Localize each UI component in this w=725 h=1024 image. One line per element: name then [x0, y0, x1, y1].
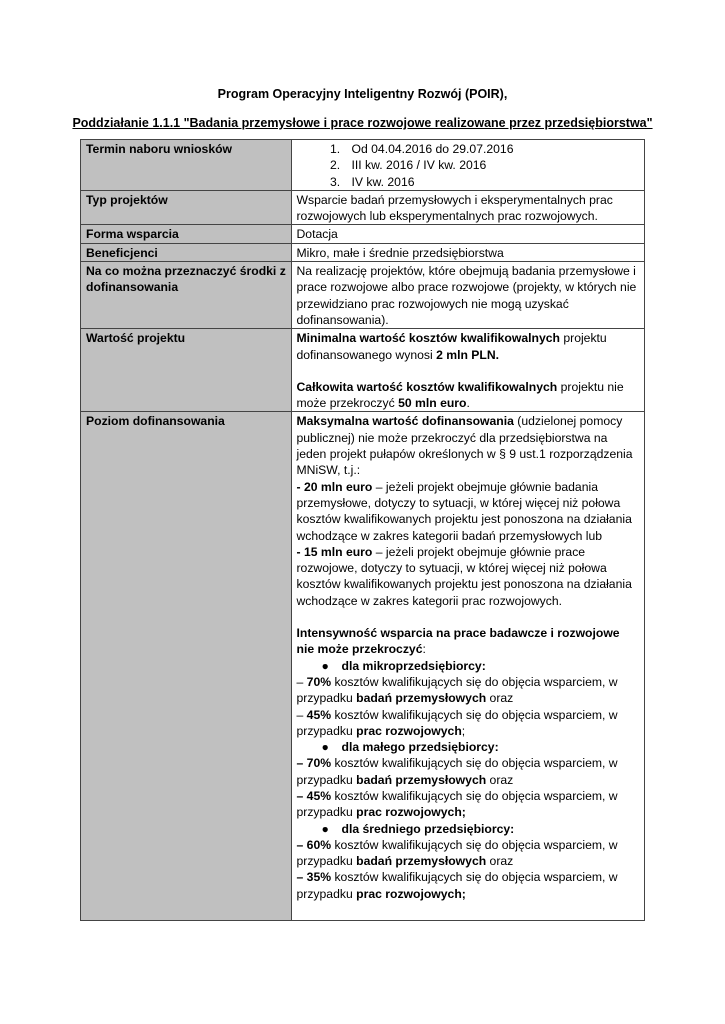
row-label-przeznaczenie: Na co można przeznaczyć środki z dofinansowania: [81, 262, 292, 329]
min-cost-amount: 2 mln PLN.: [436, 347, 500, 362]
total-cost-amount: 50 mln euro: [398, 396, 467, 411]
row-value-wartosc: [291, 329, 645, 412]
bullet-icon: ●: [321, 658, 329, 673]
sredni-line-1: [297, 837, 641, 870]
text: kosztów kwalifikujących się do objęcia wsparciem, w przypadku: [296, 870, 618, 901]
row-label-termin: Termin naboru wniosków: [81, 140, 292, 191]
table-row: [81, 412, 645, 921]
text: projektu dofinansowanego wynosi: [296, 331, 607, 362]
termin-list: [297, 141, 641, 190]
table-row: [81, 262, 645, 329]
percent: – 35%: [296, 870, 332, 885]
list-item: 3. IV kw. 2016: [344, 174, 641, 190]
maly-line-2: [297, 788, 641, 821]
text: prac rozwojowych: [356, 723, 462, 738]
text: oraz: [486, 854, 514, 869]
total-cost-label: Całkowita wartość kosztów kwalifikowalnych: [296, 379, 558, 394]
limit-15mln: - 15 mln euro: [296, 544, 373, 559]
text: kosztów kwalifikujących się do objęcia wsparciem, w przypadku: [296, 788, 618, 820]
row-label-wartosc: Wartość projektu: [81, 329, 292, 412]
row-label-forma: Forma wsparcia: [81, 225, 292, 243]
percent: – 45%: [296, 788, 332, 803]
percent: 45%: [306, 707, 332, 722]
bullet-label: dla średniego przedsiębiorcy:: [341, 821, 515, 836]
list-item: 1. Od 04.04.2016 do 29.07.2016: [344, 141, 641, 157]
text: –: [296, 707, 307, 722]
row-value-przeznaczenie: Na realizację projektów, które obejmują badania przemysłowe i prace rozwojowe albo prace rozwojowe (projekty, w których nie przewidziano prac rozwojowych nie mogą uzyskać dofinansowania).: [291, 262, 645, 329]
text: badań przemysłowych: [356, 854, 487, 869]
text: prac rozwojowych;: [356, 805, 466, 820]
row-value-forma: Dotacja: [291, 225, 645, 243]
text: oraz: [486, 691, 514, 706]
bullet-mikro: [297, 658, 641, 674]
text: – jeżeli projekt obejmuje głównie badania przemysłowe, dotyczy to sytuacji, w której więcej niż połowa kosztów kwalifikowanych projektu jest ponoszona na działania wchodzące w zakres kategorii badań przemysłowych lub: [296, 479, 632, 543]
row-label-poziom: Poziom dofinansowania: [81, 412, 292, 921]
program-info-table: [80, 139, 645, 921]
text: kosztów kwalifikujących się do objęcia wsparciem, w przypadku: [296, 674, 618, 706]
row-value-termin: [291, 140, 645, 191]
min-cost-label: Minimalna wartość kosztów kwalifikowalnych: [296, 331, 560, 346]
text: oraz: [486, 772, 514, 787]
table-row: [81, 243, 645, 261]
text: – jeżeli projekt obejmuje głównie prace rozwojowe, dotyczy to sytuacji, w której więcej niż połowa kosztów kwalifikowanych projektu jest ponoszona na działania wchodzące w zakres kategorii prac rozwojowych.: [296, 544, 632, 608]
row-label-beneficjenci: Beneficjenci: [81, 243, 292, 261]
sredni-line-2: [297, 869, 641, 902]
table-row: [81, 140, 645, 191]
document-subtitle: Poddziałanie 1.1.1 "Badania przemysłowe i prace rozwojowe realizowane przez przedsiębiorstwa": [72, 116, 653, 130]
text: :: [422, 642, 426, 657]
max-funding-label: Maksymalna wartość dofinansowania: [296, 414, 514, 429]
row-value-beneficjenci: Mikro, małe i średnie przedsiębiorstwa: [291, 243, 645, 261]
mikro-line-2: [297, 707, 641, 740]
bullet-icon: ●: [321, 821, 329, 836]
text: kosztów kwalifikujących się do objęcia wsparciem, w przypadku: [296, 707, 618, 738]
bullet-maly: [297, 739, 641, 755]
limit-20mln: - 20 mln euro: [296, 479, 373, 494]
text: badań przemysłowych: [356, 772, 487, 787]
bullet-label: dla małego przedsiębiorcy:: [341, 740, 499, 755]
percent: 70%: [306, 674, 332, 689]
text: .: [466, 396, 470, 411]
row-value-poziom: [291, 412, 645, 921]
text: –: [296, 674, 307, 689]
table-row: [81, 190, 645, 225]
bullet-label: dla mikroprzedsiębiorcy:: [341, 658, 486, 673]
text: badań przemysłowych: [356, 691, 487, 706]
intensity-heading: Intensywność wsparcia na prace badawcze i rozwojowe nie może przekroczyć: [296, 626, 620, 657]
document-title: Program Operacyjny Inteligentny Rozwój (POIR),: [217, 87, 508, 101]
bullet-sredni: [297, 821, 641, 837]
percent: – 60%: [296, 837, 332, 852]
table-row: [81, 329, 645, 412]
bullet-icon: ●: [321, 740, 329, 755]
text: (udzielonej pomocy publicznej) nie może przekroczyć dla przedsiębiorstwa na jeden projekt pułapów określonych w § 9 ust.1 rozporządzenia MNiSW, t.j.:: [296, 414, 633, 478]
text: ;: [461, 723, 466, 738]
text: kosztów kwalifikujących się do objęcia wsparciem, w przypadku: [296, 756, 618, 787]
mikro-line-1: [297, 674, 641, 707]
maly-line-1: [297, 755, 641, 788]
row-value-typ: Wsparcie badań przemysłowych i eksperymentalnych prac rozwojowych lub eksperymentalnych prac rozwojowych.: [291, 190, 645, 225]
percent: – 70%: [296, 756, 332, 771]
text: prac rozwojowych;: [356, 886, 466, 901]
table-row: [81, 225, 645, 243]
text: projektu nie może przekroczyć: [296, 379, 624, 411]
row-label-typ: Typ projektów: [81, 190, 292, 225]
text: kosztów kwalifikujących się do objęcia wsparciem, w przypadku: [296, 837, 618, 869]
list-item: 2. III kw. 2016 / IV kw. 2016: [344, 157, 641, 173]
